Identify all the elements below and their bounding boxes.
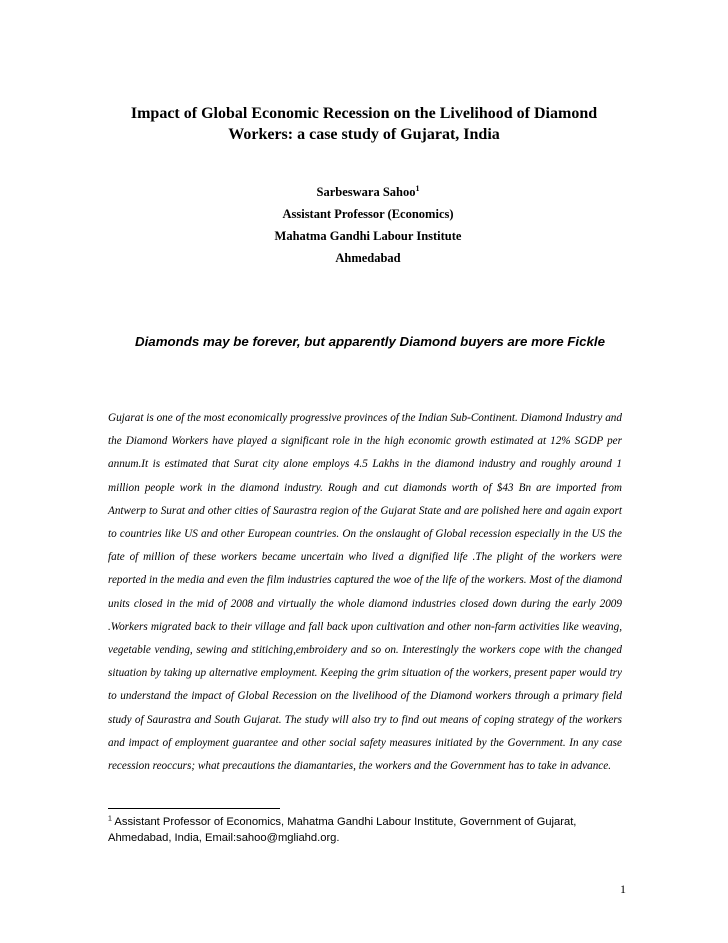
author-institute: Mahatma Gandhi Labour Institute	[274, 229, 462, 243]
title-line-1: Impact of Global Economic Recession on the Livelihood of Diamond	[130, 105, 598, 122]
author-city: Ahmedabad	[335, 251, 401, 265]
footnote	[108, 814, 608, 846]
abstract-paragraph: Gujarat is one of the most economically progressive provinces of the Indian Sub-Continent. Diamond Industry and the Diamond Workers have played a significant role in the high economic growth estimated at 12% SGDP per annum.It is estimated that Surat city alone employs 4.5 Lakhs in the diamond industry and roughly around 1 million people work in the diamond industry. Rough and cut diamonds worth of $43 Bn are imported from Antwerp to Surat and other cities of Saurastra region of the Gujarat State and are polished here and again export to countries like US and other European countries. On the onslaught of Global recession especially in the US the fate of million of these workers became uncertain who lived a dignified life .The plight of the workers were reported in the media and even the film industries captured the woe of the life of the workers. Most of the diamond units closed in the mid of 2008 and virtually the whole diamond industries closed down during the early 2009 .Workers migrated back to their village and fall back upon cultivation and other non-farm activities like weaving, vegetable vending, sewing and stitiching,embroidery and so on. Interestingly the workers cope with the changed situation by taking up alternative employment. Keeping the grim situation of the workers, present paper would try to understand the impact of Global Recession on the livelihood of the Diamond workers through a primary field study of Saurastra and South Gujarat. The study will also try to find out means of coping strategy of the workers and impact of employment guarantee and other social safety measures initiated by the Government. In any case recession reoccurs; what precautions the diamantaries, the workers and the Government has to take in advance.	[108, 412, 622, 773]
paper-title	[100, 103, 628, 145]
footnote-separator	[108, 808, 280, 809]
page-number: 1	[620, 882, 626, 896]
author-block	[160, 181, 576, 269]
title-line-2: Workers: a case study of Gujarat, India	[228, 126, 500, 143]
footnote-text: Assistant Professor of Economics, Mahatma Gandhi Labour Institute, Government of Gujarat, Ahmedabad, India, Email:sahoo@mgliahd.org.	[108, 816, 577, 844]
footnote-mark: 1	[108, 815, 112, 823]
author-footnote-mark: 1	[415, 183, 420, 193]
author-name: Sarbeswara Sahoo	[316, 185, 416, 199]
author-position: Assistant Professor (Economics)	[282, 207, 454, 221]
epigraph: Diamonds may be forever, but apparently Diamond buyers are more Fickle	[135, 334, 605, 349]
author-name-line	[160, 181, 576, 203]
